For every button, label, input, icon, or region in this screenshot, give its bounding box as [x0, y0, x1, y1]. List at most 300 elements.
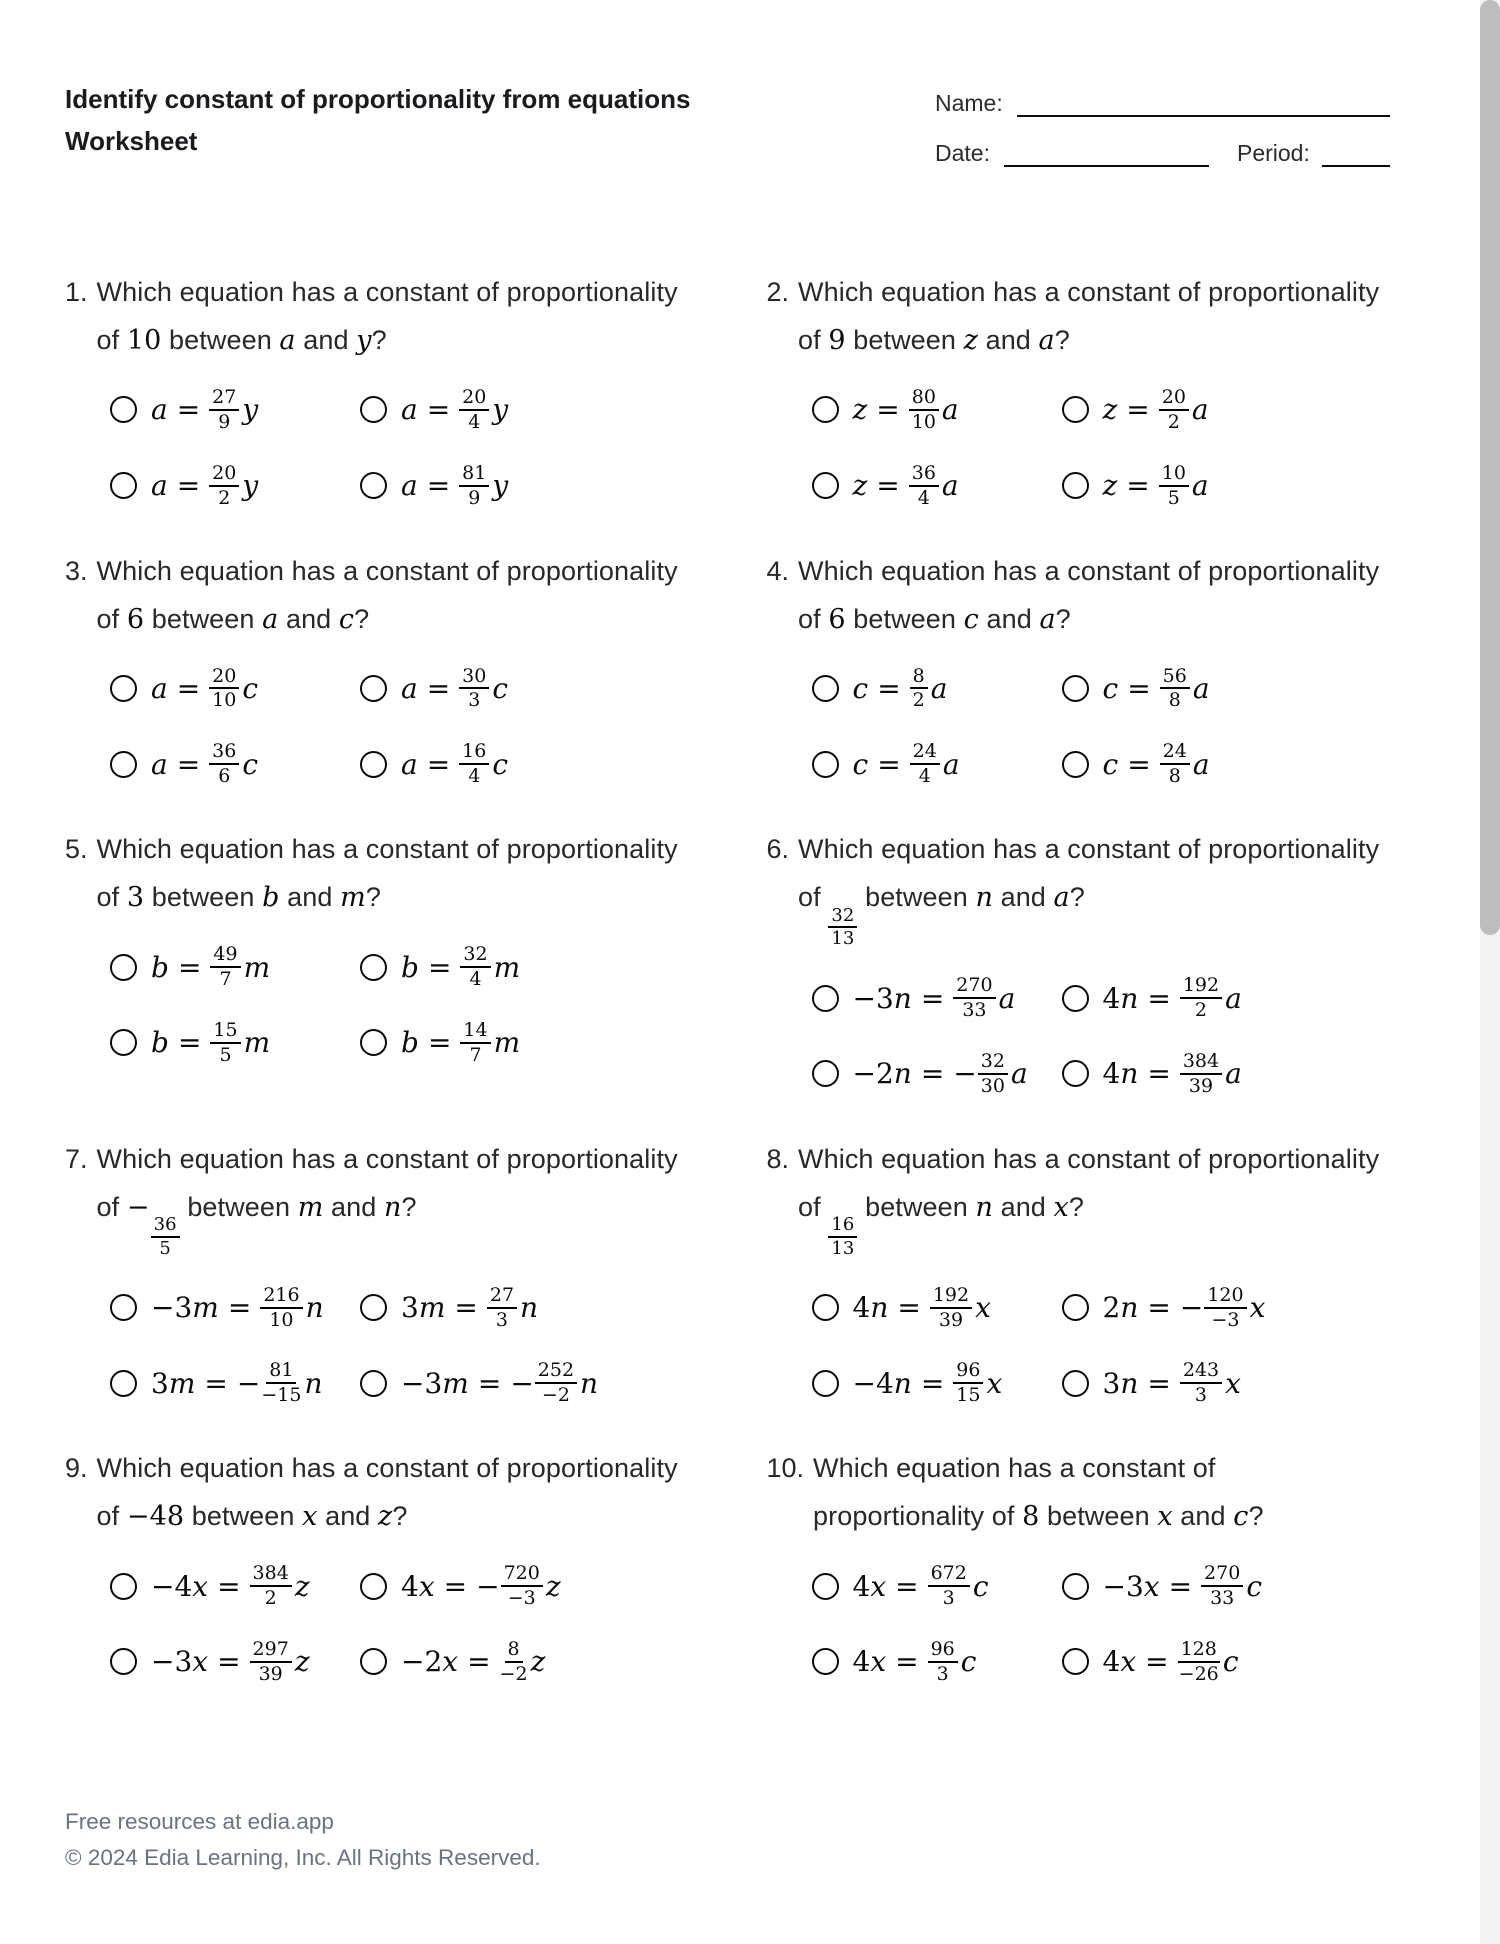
coefficient-fraction: [250, 1639, 292, 1685]
footer-copyright-text: © 2024 Edia Learning, Inc. All Rights Reserved.: [65, 1845, 541, 1870]
fraction-numerator: 120: [1204, 1285, 1246, 1309]
fraction-sign: −: [1179, 1291, 1204, 1325]
between-word: between: [853, 603, 957, 634]
radio-button-icon[interactable]: [1062, 675, 1089, 702]
question-mark: ?: [1248, 1501, 1264, 1532]
rhs-variable: x: [975, 1291, 991, 1325]
equals-sign: =: [1127, 747, 1151, 781]
lhs-variable: a: [151, 671, 168, 705]
fraction-denominator: 39: [1188, 1074, 1214, 1097]
rhs-variable: a: [998, 981, 1016, 1015]
answer-option[interactable]: [110, 741, 360, 787]
coefficient-fraction: [1180, 1051, 1222, 1097]
equation: [1103, 463, 1209, 509]
equals-sign: =: [477, 1366, 502, 1400]
radio-button-icon[interactable]: [360, 1294, 387, 1321]
fraction-numerator: 36: [909, 463, 939, 487]
period-blank-line: [1322, 144, 1390, 167]
equation-rhs: [210, 1020, 270, 1066]
equals-sign: =: [1147, 1291, 1171, 1325]
variable-1: c: [963, 603, 979, 635]
equation: [853, 975, 1016, 1021]
answer-option[interactable]: [1062, 1051, 1242, 1097]
radio-button-icon[interactable]: [812, 1573, 839, 1600]
equation-lhs: [151, 1367, 195, 1400]
between-word: between: [187, 1191, 291, 1222]
question-prompt-line2: [97, 877, 678, 918]
answer-option[interactable]: [812, 1285, 1062, 1331]
radio-button-icon[interactable]: [812, 751, 839, 778]
constant-value: 9: [828, 325, 846, 356]
radio-button-icon[interactable]: [360, 1370, 387, 1397]
equation-lhs: [401, 1367, 469, 1400]
answer-option[interactable]: [812, 741, 1062, 787]
question-prompt-line1: Which equation has a constant of proportionality: [96, 1143, 678, 1174]
fraction-denominator: −2: [499, 1662, 528, 1685]
equation-lhs: [853, 1291, 889, 1324]
page-title-line2: Worksheet: [65, 126, 198, 156]
constant-value: −48: [126, 1501, 185, 1533]
answer-option[interactable]: [360, 463, 508, 509]
radio-button-icon[interactable]: [1062, 1573, 1089, 1600]
question-head: [767, 272, 1391, 361]
answer-option[interactable]: [1062, 387, 1209, 433]
answer-options: [812, 387, 1391, 509]
radio-button-icon[interactable]: [1062, 1060, 1089, 1087]
answer-options: [110, 944, 689, 1066]
fraction-numerator: 270: [1201, 1563, 1243, 1587]
radio-button-icon[interactable]: [812, 472, 839, 499]
answer-option[interactable]: [1062, 741, 1210, 787]
fraction-denominator: 39: [938, 1308, 964, 1331]
radio-button-icon[interactable]: [812, 1370, 839, 1397]
radio-button-icon[interactable]: [812, 675, 839, 702]
fraction-numerator: 24: [1160, 741, 1190, 765]
fraction-numerator: 16: [459, 741, 489, 765]
equation-lhs: [853, 1570, 887, 1603]
coefficient-fraction: [460, 1020, 490, 1066]
coefficient: 4: [401, 1569, 419, 1603]
equation-lhs: [853, 1367, 912, 1400]
answer-option[interactable]: [360, 1639, 561, 1685]
radio-button-icon[interactable]: [360, 1029, 387, 1056]
question: [767, 551, 1391, 788]
question: [767, 1448, 1391, 1685]
fraction-denominator: 2: [1167, 410, 1180, 433]
and-word: and: [331, 1191, 377, 1222]
answer-option[interactable]: [812, 1639, 1062, 1685]
answer-option[interactable]: [812, 666, 1062, 712]
equation: [401, 1285, 538, 1331]
fraction-denominator: 33: [1210, 1587, 1235, 1610]
equation-lhs: [401, 951, 419, 984]
question-head: [65, 1448, 689, 1537]
variable-2: z: [378, 1501, 393, 1533]
answer-option[interactable]: [360, 1563, 561, 1609]
radio-button-icon[interactable]: [812, 396, 839, 423]
and-word: and: [325, 1501, 371, 1532]
variable-1: x: [1157, 1501, 1173, 1533]
equation: [1103, 387, 1209, 433]
coefficient-fraction: [1160, 741, 1190, 787]
equation: [401, 1639, 545, 1685]
fraction-denominator: 4: [468, 765, 481, 788]
fraction-sign: −: [476, 1569, 500, 1603]
prompt-prefix: of: [96, 1501, 120, 1532]
answer-option[interactable]: [812, 1051, 1062, 1097]
coefficient: 3: [1102, 1366, 1121, 1400]
radio-button-icon[interactable]: [360, 472, 387, 499]
equation: [1103, 1563, 1263, 1609]
fraction-denominator: 3: [495, 1308, 508, 1331]
answer-option[interactable]: [1062, 1563, 1263, 1609]
question-number: 4.: [766, 555, 790, 586]
radio-button-icon[interactable]: [812, 1060, 839, 1087]
radio-button-icon[interactable]: [110, 1029, 137, 1056]
fraction-denominator: −3: [507, 1587, 536, 1610]
equals-sign: =: [217, 1569, 241, 1603]
radio-button-icon[interactable]: [110, 472, 137, 499]
coefficient-fraction: [1201, 1563, 1243, 1609]
answer-option[interactable]: [110, 1020, 360, 1066]
fraction-sign: −: [510, 1366, 534, 1400]
equals-sign: =: [217, 1645, 241, 1679]
radio-button-icon[interactable]: [110, 1648, 137, 1675]
radio-button-icon[interactable]: [360, 396, 387, 423]
equation-rhs: [953, 1360, 1002, 1406]
coefficient: −2: [852, 1057, 894, 1091]
equation: [1103, 975, 1242, 1021]
equals-sign: =: [177, 950, 202, 984]
footer-resources-text: Free resources at edia.app: [65, 1809, 334, 1834]
rhs-variable: x: [1249, 1291, 1266, 1325]
equation-rhs: [250, 1639, 310, 1685]
coefficient: −3: [151, 1291, 193, 1325]
variable-2: a: [1053, 882, 1070, 914]
coefficient-fraction: [487, 1285, 517, 1331]
question-prompt: [798, 272, 1379, 361]
lhs-variable: x: [1120, 1645, 1137, 1679]
scrollbar-thumb[interactable]: [1480, 0, 1500, 935]
coefficient-fraction: [953, 975, 995, 1021]
answer-option[interactable]: [360, 387, 508, 433]
between-word: between: [151, 882, 255, 913]
question-mark: ?: [354, 603, 370, 634]
fraction-denominator: 33: [962, 999, 987, 1021]
answer-option[interactable]: [1062, 1360, 1266, 1406]
coefficient: 4: [852, 1291, 871, 1325]
radio-button-icon[interactable]: [360, 751, 387, 778]
equation: [401, 1020, 520, 1066]
question-number: 6.: [766, 834, 790, 865]
coefficient: 3: [401, 1291, 419, 1325]
fraction-denominator: 5: [159, 1237, 171, 1259]
equation-rhs: [237, 1360, 323, 1406]
question-prompt: [798, 1139, 1379, 1259]
fraction-numerator: 8: [505, 1639, 523, 1663]
equation-rhs: [930, 1285, 991, 1331]
coefficient-fraction: [460, 944, 490, 990]
answer-option[interactable]: [360, 944, 520, 990]
equation-rhs: [476, 1563, 561, 1609]
answer-option[interactable]: [812, 1360, 1062, 1406]
coefficient: 4: [852, 1645, 871, 1679]
equals-sign: =: [1147, 1366, 1171, 1400]
answer-option[interactable]: [360, 1020, 520, 1066]
answer-option[interactable]: [360, 1360, 598, 1406]
coefficient: 4: [1102, 1057, 1121, 1091]
equation-rhs: [487, 1285, 538, 1331]
radio-button-icon[interactable]: [1062, 751, 1089, 778]
radio-button-icon[interactable]: [110, 954, 137, 981]
lhs-variable: a: [151, 393, 168, 427]
equation-rhs: [459, 666, 508, 712]
and-word: and: [285, 603, 332, 634]
rhs-variable: n: [304, 1366, 323, 1400]
coefficient-fraction: [210, 944, 240, 990]
fraction-numerator: 8: [910, 666, 928, 690]
radio-button-icon[interactable]: [110, 675, 137, 702]
radio-button-icon[interactable]: [360, 1573, 387, 1600]
coefficient-fraction: [260, 1285, 302, 1331]
radio-button-icon[interactable]: [110, 396, 137, 423]
rhs-variable: c: [1246, 1569, 1262, 1603]
lhs-variable: b: [401, 950, 419, 984]
answer-option[interactable]: [110, 944, 360, 990]
fraction-denominator: 39: [258, 1662, 283, 1685]
coefficient-fraction: [501, 1563, 543, 1609]
radio-button-icon[interactable]: [110, 751, 137, 778]
fraction-denominator: −2: [541, 1384, 570, 1407]
rhs-variable: c: [1222, 1645, 1239, 1679]
lhs-variable: z: [852, 469, 868, 503]
variable-2: c: [1233, 1501, 1249, 1533]
radio-button-icon[interactable]: [1062, 985, 1089, 1012]
fraction-numerator: 32: [978, 1051, 1008, 1075]
question-number: 7.: [65, 1143, 88, 1174]
answer-option[interactable]: [1062, 1285, 1266, 1331]
equation-lhs: [853, 1645, 887, 1678]
variable-1: a: [262, 603, 279, 635]
rhs-variable: c: [492, 747, 509, 781]
equation-rhs: [1180, 1360, 1241, 1406]
coefficient-fraction: [1180, 1360, 1222, 1406]
answer-option[interactable]: [812, 1563, 1062, 1609]
equation-rhs: [910, 666, 948, 712]
coefficient-fraction: [209, 666, 239, 712]
answer-option[interactable]: [110, 666, 360, 712]
rhs-variable: m: [243, 950, 271, 984]
radio-button-icon[interactable]: [1062, 1294, 1089, 1321]
variable-2: n: [383, 1191, 402, 1223]
page-title-line1: Identify constant of proportionality from equations: [65, 84, 691, 114]
answer-option[interactable]: [1062, 975, 1242, 1021]
rhs-variable: y: [242, 469, 259, 503]
fraction-numerator: 20: [459, 387, 489, 411]
rhs-variable: a: [1192, 671, 1210, 705]
equals-sign: =: [877, 671, 901, 705]
answer-option[interactable]: [1062, 463, 1209, 509]
lhs-variable: a: [401, 393, 418, 427]
equals-sign: =: [176, 393, 201, 427]
equals-sign: =: [920, 1057, 945, 1091]
equation: [151, 387, 258, 433]
fraction-numerator: 32: [460, 944, 490, 968]
equals-sign: =: [176, 671, 201, 705]
name-blank-line: [1017, 94, 1390, 117]
fraction-numerator: 192: [930, 1285, 972, 1309]
answer-option[interactable]: [1062, 1639, 1263, 1685]
fraction-denominator: 3: [936, 1662, 949, 1685]
between-word: between: [853, 325, 957, 355]
radio-button-icon[interactable]: [360, 675, 387, 702]
question: [767, 272, 1391, 509]
coefficient: −4: [151, 1569, 193, 1603]
question-mark: ?: [1069, 882, 1085, 913]
lhs-variable: b: [151, 950, 169, 984]
equation: [151, 741, 258, 787]
coefficient-fraction: [930, 1285, 972, 1331]
question-mark: ?: [1068, 1191, 1084, 1222]
rhs-variable: a: [1225, 1057, 1242, 1091]
fraction-denominator: 13: [831, 928, 855, 950]
answer-option[interactable]: [360, 1285, 598, 1331]
equation-rhs: [460, 1020, 520, 1066]
answer-option[interactable]: [1062, 666, 1210, 712]
fraction-denominator: 10: [212, 689, 237, 712]
answer-option[interactable]: [110, 1639, 360, 1685]
equation: [853, 1051, 1028, 1097]
question-prompt-line1: Which equation has a constant of proportionality: [798, 555, 1380, 586]
coefficient-fraction: [909, 463, 939, 509]
equals-sign: =: [895, 1645, 919, 1679]
fraction-numerator: 36: [209, 741, 239, 765]
equation: [853, 666, 948, 712]
equals-sign: =: [204, 1366, 228, 1400]
equals-sign: =: [876, 393, 900, 427]
question-number: 10.: [766, 1453, 805, 1484]
answer-option[interactable]: [812, 387, 1062, 433]
fraction-numerator: 216: [260, 1285, 302, 1309]
radio-button-icon[interactable]: [110, 1573, 137, 1600]
equation-lhs: [1103, 1570, 1160, 1603]
coefficient-fraction: [459, 387, 489, 433]
fraction-denominator: 6: [218, 765, 231, 788]
question-head: [65, 272, 689, 361]
fraction-denominator: 2: [912, 689, 925, 712]
coefficient: −4: [852, 1366, 894, 1400]
radio-button-icon[interactable]: [812, 985, 839, 1012]
radio-button-icon[interactable]: [1062, 1370, 1089, 1397]
radio-button-icon[interactable]: [812, 1294, 839, 1321]
equation-rhs: [910, 741, 960, 787]
fraction-numerator: 270: [953, 975, 995, 999]
coefficient-fraction: [535, 1360, 577, 1406]
question: [65, 272, 689, 509]
radio-button-icon[interactable]: [1062, 396, 1089, 423]
radio-button-icon[interactable]: [1062, 472, 1089, 499]
fraction-numerator: 30: [459, 666, 489, 690]
equation-rhs: [909, 463, 959, 509]
answer-option[interactable]: [360, 666, 508, 712]
equals-sign: =: [1126, 469, 1150, 503]
fraction-denominator: 9: [468, 486, 481, 509]
equation-lhs: [1103, 748, 1119, 781]
question: [65, 551, 689, 788]
question-mark: ?: [365, 882, 381, 913]
equals-sign: =: [176, 469, 201, 503]
answer-options: [812, 975, 1391, 1097]
fraction-sign: −: [953, 1057, 977, 1091]
answer-options: [812, 666, 1391, 788]
rhs-variable: n: [305, 1291, 324, 1325]
coefficient-fraction: [209, 387, 239, 433]
radio-button-icon[interactable]: [360, 1648, 387, 1675]
equation: [1103, 1360, 1241, 1406]
rhs-variable: y: [242, 393, 259, 427]
answer-option[interactable]: [110, 463, 360, 509]
question-head: [65, 829, 689, 918]
fraction-numerator: 10: [1159, 463, 1189, 487]
answer-option[interactable]: [110, 1285, 360, 1331]
constant-value: 6: [126, 603, 145, 635]
coefficient-fraction: [1160, 666, 1190, 712]
equation: [401, 1360, 598, 1406]
equation-lhs: [853, 393, 868, 426]
radio-button-icon[interactable]: [110, 1294, 137, 1321]
equation-rhs: [1159, 463, 1209, 509]
equation-rhs: [210, 944, 270, 990]
answer-option[interactable]: [812, 975, 1062, 1021]
coefficient: 4: [1102, 981, 1121, 1015]
question: [65, 829, 689, 1097]
fraction-denominator: 13: [831, 1237, 855, 1259]
answer-option[interactable]: [110, 1563, 360, 1609]
radio-button-icon[interactable]: [812, 1648, 839, 1675]
date-blank-line: [1004, 144, 1209, 167]
equation-rhs: [510, 1360, 598, 1406]
rhs-variable: a: [1191, 469, 1209, 503]
radio-button-icon[interactable]: [1062, 1648, 1089, 1675]
radio-button-icon[interactable]: [110, 1370, 137, 1397]
fraction-numerator: 80: [909, 387, 939, 411]
page-title: [65, 78, 690, 162]
lhs-variable: c: [852, 747, 869, 781]
equation: [853, 1360, 1003, 1406]
lhs-variable: z: [852, 393, 868, 427]
equation-rhs: [928, 1639, 977, 1685]
question-prompt-line2: [813, 1496, 1264, 1537]
coefficient-fraction: [210, 1020, 240, 1066]
constant-value: 8: [1022, 1501, 1040, 1533]
answer-option[interactable]: [812, 463, 1062, 509]
equation: [1103, 666, 1210, 712]
equation-lhs: [1103, 982, 1139, 1015]
answer-option[interactable]: [110, 1360, 360, 1406]
fraction-numerator: 20: [209, 463, 239, 487]
equation-rhs: [1180, 975, 1242, 1021]
date-period-row: [935, 140, 1390, 167]
radio-button-icon[interactable]: [360, 954, 387, 981]
question-number: 2.: [766, 277, 790, 307]
fraction-numerator: 128: [1178, 1639, 1220, 1663]
question-head: [767, 1448, 1391, 1537]
fraction-denominator: 4: [469, 968, 482, 991]
answer-option[interactable]: [360, 741, 508, 787]
equation: [1103, 1051, 1242, 1097]
rhs-variable: m: [243, 1026, 271, 1060]
answer-option[interactable]: [110, 387, 360, 433]
